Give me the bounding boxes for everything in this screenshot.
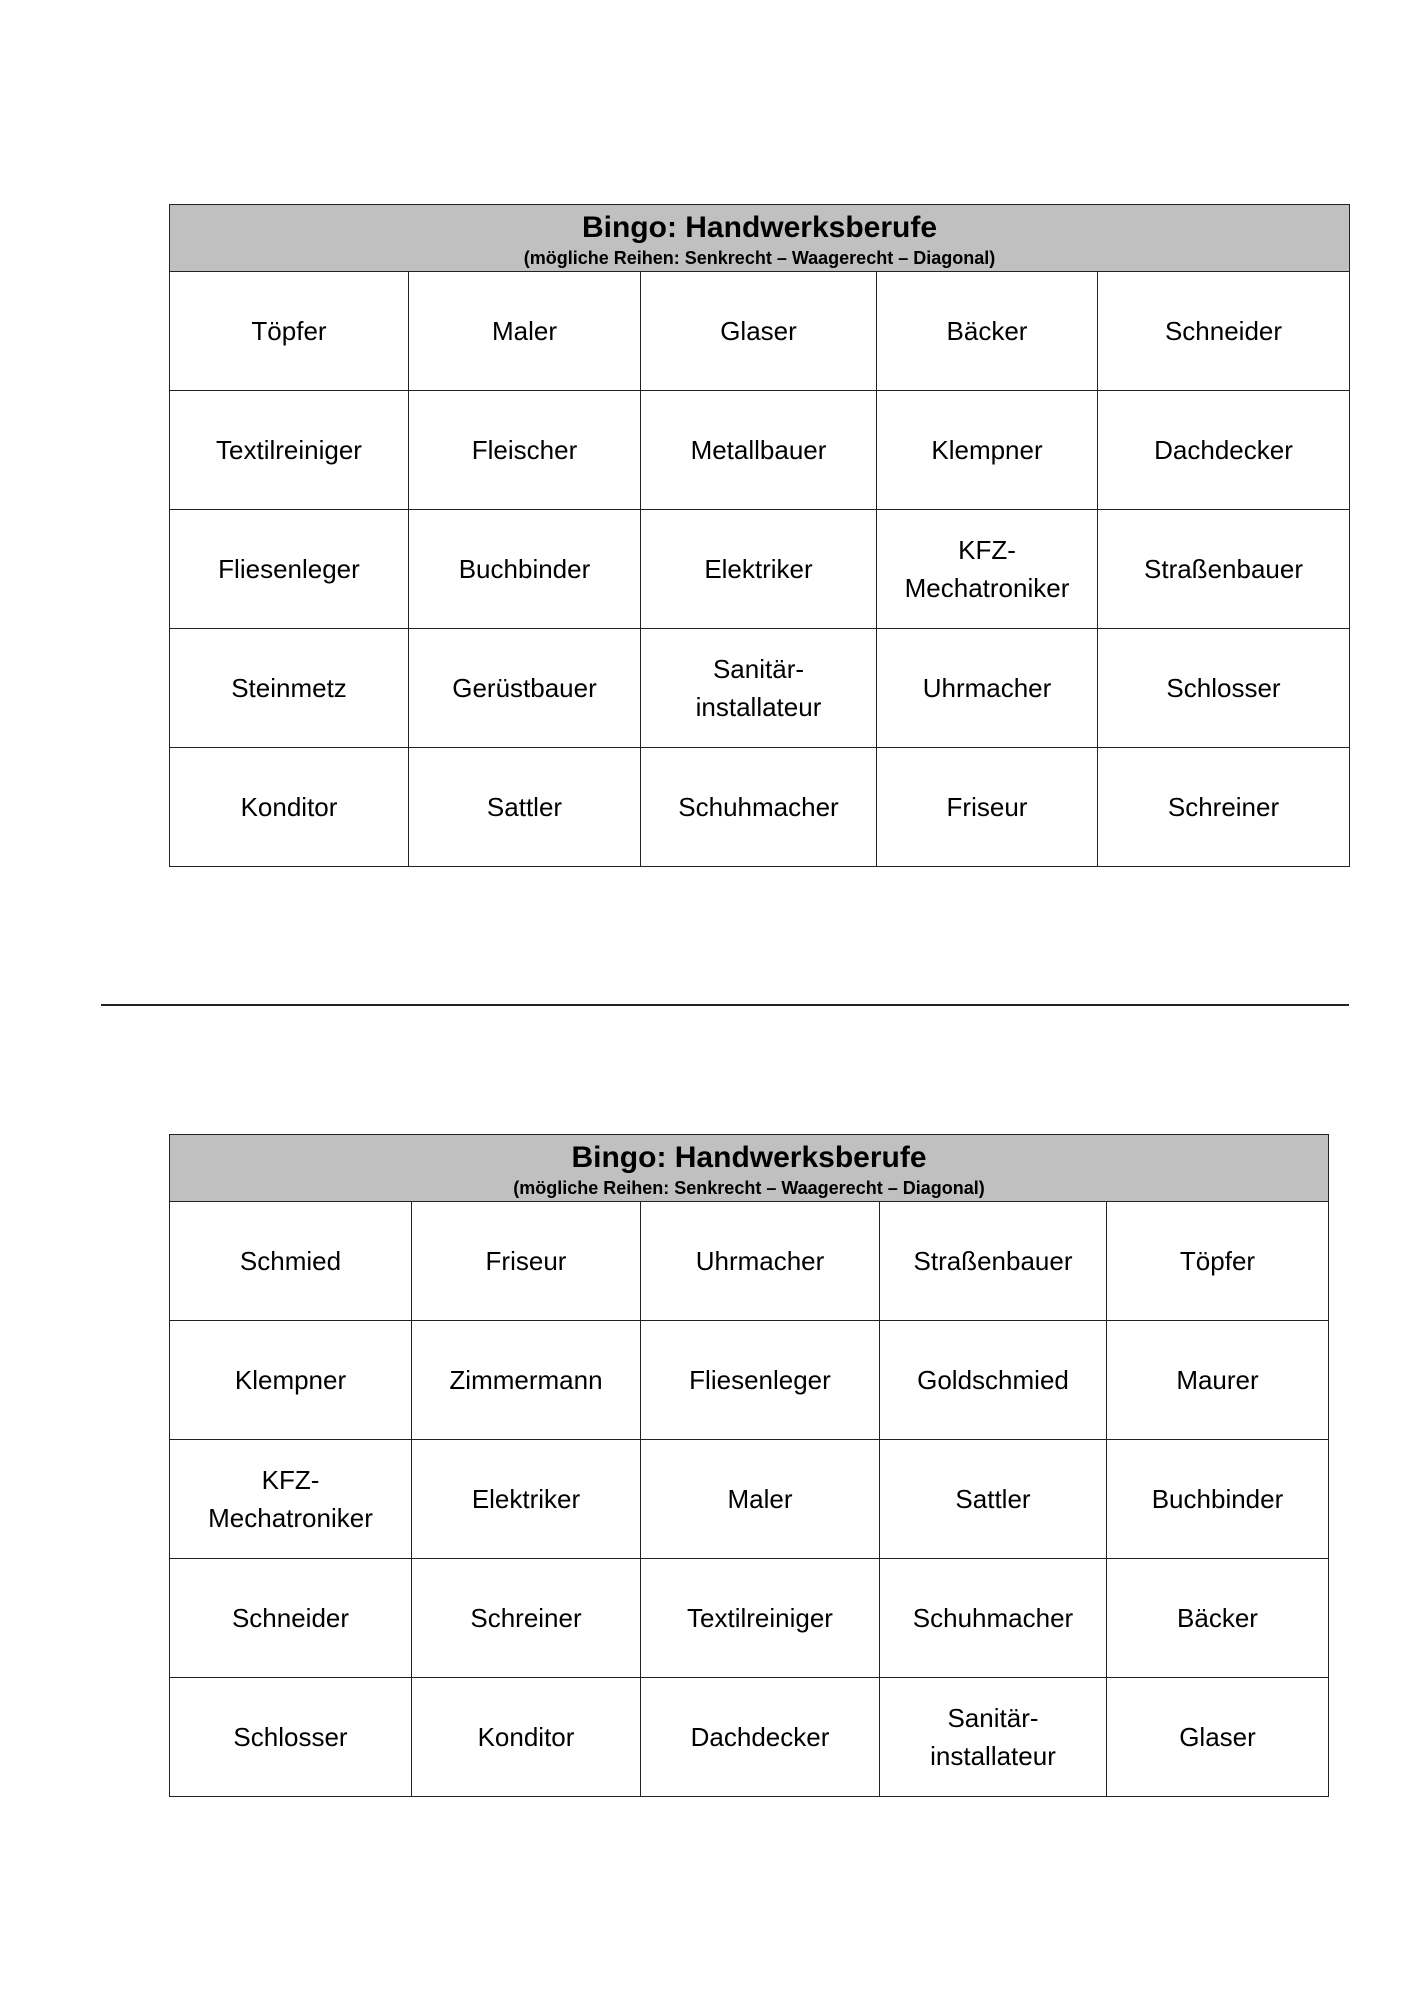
bingo-cell: Maler xyxy=(641,1440,880,1559)
bingo-cell: Schreiner xyxy=(412,1559,641,1678)
bingo-cell: Schlosser xyxy=(1098,629,1350,748)
card-title: Bingo: Handwerksberufe xyxy=(581,211,938,244)
bingo-cell: KFZ- Mechatroniker xyxy=(877,510,1098,629)
bingo-cell: Sanitär- installateur xyxy=(641,629,877,748)
bingo-cell: Schmied xyxy=(170,1202,412,1321)
bingo-cell: Töpfer xyxy=(1107,1202,1329,1321)
bingo-cell: Schneider xyxy=(170,1559,412,1678)
bingo-cell: Maler xyxy=(409,272,641,391)
bingo-cell: Schreiner xyxy=(1098,748,1350,867)
bingo-row xyxy=(170,1440,1329,1559)
bingo-cell: KFZ- Mechatroniker xyxy=(170,1440,412,1559)
bingo-cell: Metallbauer xyxy=(641,391,877,510)
card-subtitle: (mögliche Reihen: Senkrecht – Waagerecht – Diagonal) xyxy=(513,1178,985,1198)
bingo-cell: Glaser xyxy=(1107,1678,1329,1797)
bingo-cell: Schneider xyxy=(1098,272,1350,391)
bingo-cell: Fleischer xyxy=(409,391,641,510)
bingo-cell: Klempner xyxy=(170,1321,412,1440)
bingo-cell: Sattler xyxy=(880,1440,1107,1559)
card-header xyxy=(170,205,1350,272)
bingo-cell: Glaser xyxy=(641,272,877,391)
bingo-cell: Fliesenleger xyxy=(170,510,409,629)
bingo-card-2 xyxy=(169,1134,1329,1797)
bingo-cell: Sanitär- installateur xyxy=(880,1678,1107,1797)
bingo-cell: Sattler xyxy=(409,748,641,867)
bingo-cell: Gerüstbauer xyxy=(409,629,641,748)
bingo-cell: Bäcker xyxy=(877,272,1098,391)
cut-line xyxy=(101,1004,1349,1006)
bingo-cell: Schuhmacher xyxy=(641,748,877,867)
bingo-cell: Maurer xyxy=(1107,1321,1329,1440)
bingo-cell: Steinmetz xyxy=(170,629,409,748)
bingo-row xyxy=(170,1559,1329,1678)
bingo-row xyxy=(170,1202,1329,1321)
bingo-cell: Elektriker xyxy=(412,1440,641,1559)
bingo-cell: Uhrmacher xyxy=(641,1202,880,1321)
bingo-cell: Uhrmacher xyxy=(877,629,1098,748)
bingo-cell: Zimmermann xyxy=(412,1321,641,1440)
bingo-cell: Fliesenleger xyxy=(641,1321,880,1440)
bingo-cell: Buchbinder xyxy=(1107,1440,1329,1559)
bingo-cell: Textilreiniger xyxy=(170,391,409,510)
bingo-cell: Straßenbauer xyxy=(1098,510,1350,629)
bingo-cell: Schuhmacher xyxy=(880,1559,1107,1678)
bingo-row xyxy=(170,748,1350,867)
bingo-cell: Dachdecker xyxy=(1098,391,1350,510)
bingo-row xyxy=(170,629,1350,748)
card-title: Bingo: Handwerksberufe xyxy=(571,1141,927,1174)
bingo-cell: Straßenbauer xyxy=(880,1202,1107,1321)
bingo-cell: Klempner xyxy=(877,391,1098,510)
card-header xyxy=(170,1135,1329,1202)
bingo-row xyxy=(170,510,1350,629)
bingo-cell: Elektriker xyxy=(641,510,877,629)
bingo-cell: Bäcker xyxy=(1107,1559,1329,1678)
bingo-cell: Konditor xyxy=(170,748,409,867)
bingo-cell: Buchbinder xyxy=(409,510,641,629)
bingo-row xyxy=(170,391,1350,510)
bingo-cell: Schlosser xyxy=(170,1678,412,1797)
bingo-cell: Dachdecker xyxy=(641,1678,880,1797)
bingo-row xyxy=(170,1321,1329,1440)
bingo-row xyxy=(170,1678,1329,1797)
bingo-card-1 xyxy=(169,204,1350,867)
bingo-cell: Goldschmied xyxy=(880,1321,1107,1440)
bingo-row xyxy=(170,272,1350,391)
bingo-cell: Textilreiniger xyxy=(641,1559,880,1678)
bingo-cell: Friseur xyxy=(412,1202,641,1321)
bingo-cell: Friseur xyxy=(877,748,1098,867)
bingo-cell: Konditor xyxy=(412,1678,641,1797)
bingo-cell: Töpfer xyxy=(170,272,409,391)
card-subtitle: (mögliche Reihen: Senkrecht – Waagerecht – Diagonal) xyxy=(523,248,996,268)
